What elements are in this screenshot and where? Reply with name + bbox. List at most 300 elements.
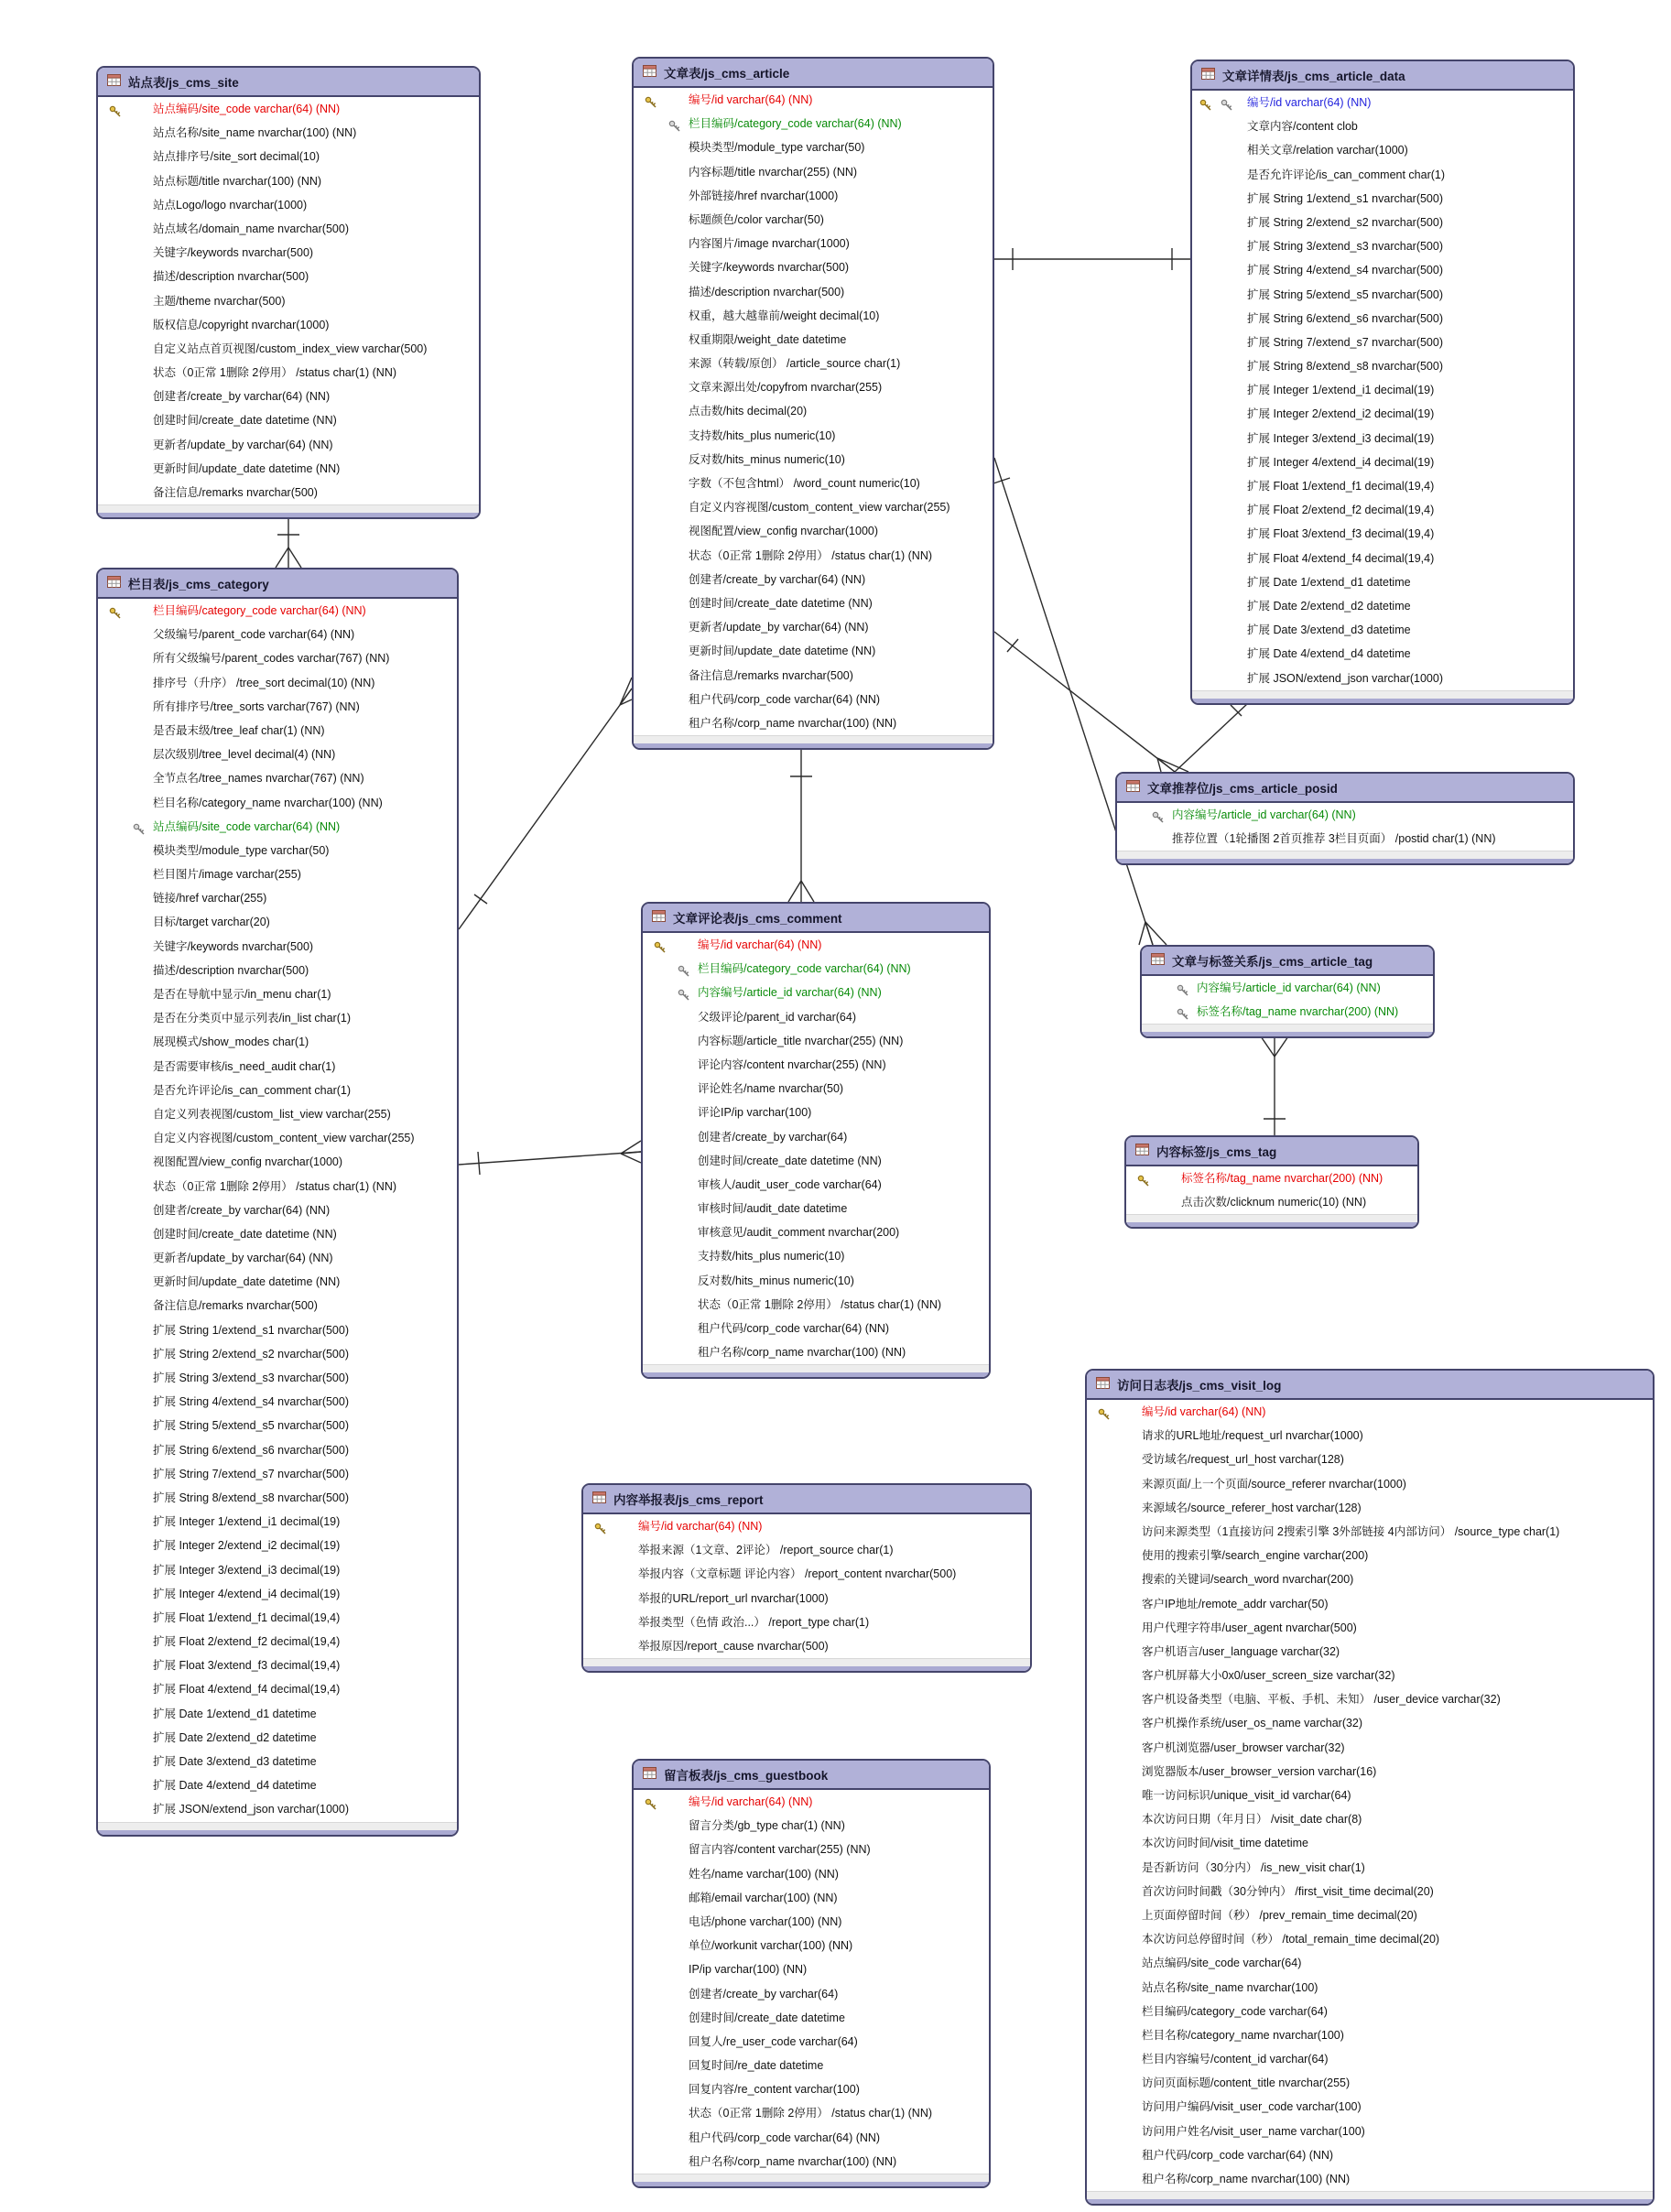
field-label: 栏目内容编号/content_id varchar(64) bbox=[1142, 2053, 1329, 2066]
table-footer-bar bbox=[1087, 2199, 1653, 2204]
field-label: 标题颜色/color varchar(50) bbox=[689, 212, 824, 226]
field-row[interactable] bbox=[1087, 1400, 1653, 1424]
field-label: 文章内容/content clob bbox=[1247, 120, 1358, 134]
field-row[interactable] bbox=[1087, 1711, 1653, 1735]
field-label: 更新时间/update_date datetime (NN) bbox=[153, 1275, 341, 1289]
field-row[interactable] bbox=[1192, 450, 1573, 474]
field-row[interactable] bbox=[1087, 1687, 1653, 1711]
field-row[interactable] bbox=[1087, 1856, 1653, 1880]
field-row[interactable] bbox=[634, 544, 993, 568]
field-row[interactable] bbox=[98, 1582, 457, 1606]
field-label: 站点域名/domain_name nvarchar(500) bbox=[153, 222, 349, 235]
field-row[interactable] bbox=[643, 1293, 989, 1317]
field-row[interactable] bbox=[98, 815, 457, 839]
field-label: 扩展 String 3/extend_s3 nvarchar(500) bbox=[1247, 240, 1443, 254]
field-row[interactable] bbox=[643, 1244, 989, 1268]
entity-table-category[interactable] bbox=[96, 568, 459, 1837]
field-row[interactable] bbox=[1087, 1424, 1653, 1448]
field-row[interactable] bbox=[98, 241, 479, 265]
field-row[interactable] bbox=[98, 1414, 457, 1437]
field-row[interactable] bbox=[1087, 1736, 1653, 1760]
table-header[interactable] bbox=[634, 59, 993, 88]
field-label: 扩展 Date 3/extend_d3 datetime bbox=[1247, 623, 1411, 637]
field-row[interactable] bbox=[1087, 2023, 1653, 2047]
field-label: 扩展 String 4/extend_s4 nvarchar(500) bbox=[1247, 264, 1443, 277]
field-row[interactable] bbox=[583, 1538, 1030, 1562]
field-row[interactable] bbox=[98, 743, 457, 766]
field-row[interactable] bbox=[98, 1654, 457, 1677]
table-footer-bar bbox=[634, 743, 993, 748]
field-row[interactable] bbox=[1087, 1448, 1653, 1471]
field-row[interactable] bbox=[634, 1934, 989, 1957]
field-row[interactable] bbox=[634, 280, 993, 304]
field-row[interactable] bbox=[1087, 2120, 1653, 2143]
field-label: 租户代码/corp_code varchar(64) (NN) bbox=[698, 1322, 890, 1335]
field-row[interactable] bbox=[634, 2054, 989, 2077]
entity-table-article_data[interactable] bbox=[1190, 60, 1575, 705]
field-row[interactable] bbox=[98, 1150, 457, 1174]
field-row[interactable] bbox=[634, 184, 993, 208]
field-row[interactable] bbox=[98, 313, 479, 337]
field-row[interactable] bbox=[1192, 163, 1573, 187]
field-row[interactable] bbox=[1087, 2095, 1653, 2119]
field-row[interactable] bbox=[643, 1077, 989, 1101]
field-row[interactable] bbox=[634, 448, 993, 472]
field-row[interactable] bbox=[634, 88, 993, 112]
field-row[interactable] bbox=[98, 623, 457, 646]
field-row[interactable] bbox=[1117, 827, 1573, 851]
foreign-key-icon bbox=[1221, 96, 1233, 109]
field-row[interactable] bbox=[1087, 2167, 1653, 2191]
field-row[interactable] bbox=[583, 1634, 1030, 1658]
field-row[interactable] bbox=[634, 328, 993, 352]
field-row[interactable] bbox=[98, 646, 457, 670]
field-row[interactable] bbox=[634, 568, 993, 591]
field-label: 栏目编码/category_code varchar(64) bbox=[1142, 2004, 1328, 2018]
field-row[interactable] bbox=[98, 1462, 457, 1486]
field-label: 扩展 String 7/extend_s7 nvarchar(500) bbox=[153, 1467, 349, 1480]
field-row[interactable] bbox=[1087, 1520, 1653, 1544]
field-row[interactable] bbox=[98, 217, 479, 241]
field-row[interactable] bbox=[98, 1726, 457, 1750]
field-row[interactable] bbox=[1192, 547, 1573, 570]
field-row[interactable] bbox=[1192, 570, 1573, 594]
field-row[interactable] bbox=[1087, 1640, 1653, 1664]
foreign-key-icon bbox=[133, 820, 146, 833]
field-row[interactable] bbox=[98, 408, 479, 432]
field-row[interactable] bbox=[98, 1486, 457, 1510]
field-label: 扩展 Float 1/extend_f1 decimal(19,4) bbox=[1247, 480, 1435, 493]
field-row[interactable] bbox=[634, 1982, 989, 2006]
field-row[interactable] bbox=[634, 1862, 989, 1886]
foreign-key-icon bbox=[668, 117, 681, 130]
field-row[interactable] bbox=[1087, 1544, 1653, 1567]
field-row[interactable] bbox=[643, 981, 989, 1004]
field-row[interactable] bbox=[98, 1006, 457, 1030]
table-title: 文章评论表/js_cms_comment bbox=[673, 912, 842, 926]
table-header[interactable] bbox=[98, 68, 479, 97]
field-row[interactable] bbox=[1087, 1496, 1653, 1520]
field-row[interactable] bbox=[1192, 474, 1573, 498]
entity-table-site[interactable] bbox=[96, 66, 481, 519]
field-label: 备注信息/remarks nvarchar(500) bbox=[689, 668, 853, 682]
field-label: 状态（0正常 1删除 2停用） /status char(1) (NN) bbox=[153, 1179, 397, 1193]
field-label: 栏目编码/category_code varchar(64) (NN) bbox=[153, 604, 366, 617]
field-row[interactable] bbox=[98, 766, 457, 790]
field-row[interactable] bbox=[98, 1366, 457, 1390]
field-row[interactable] bbox=[98, 361, 479, 385]
field-label: 浏览器版本/user_browser_version varchar(16) bbox=[1142, 1764, 1377, 1778]
field-row[interactable] bbox=[98, 1558, 457, 1582]
field-row[interactable] bbox=[1192, 498, 1573, 522]
table-header[interactable] bbox=[1126, 1137, 1417, 1166]
field-row[interactable] bbox=[634, 304, 993, 328]
field-label: 扩展 Date 1/extend_d1 datetime bbox=[153, 1707, 317, 1720]
field-row[interactable] bbox=[634, 1910, 989, 1934]
field-row[interactable] bbox=[634, 2030, 989, 2054]
field-row[interactable] bbox=[643, 1197, 989, 1220]
field-row[interactable] bbox=[634, 2006, 989, 2030]
field-label: 反对数/hits_minus numeric(10) bbox=[689, 452, 845, 466]
table-header[interactable] bbox=[643, 904, 989, 933]
field-row[interactable] bbox=[1087, 1903, 1653, 1927]
entity-table-report[interactable] bbox=[581, 1483, 1032, 1673]
field-row[interactable] bbox=[98, 862, 457, 886]
field-row[interactable] bbox=[1087, 1784, 1653, 1807]
field-row[interactable] bbox=[98, 481, 479, 504]
field-row[interactable] bbox=[634, 352, 993, 375]
field-row[interactable] bbox=[98, 1702, 457, 1726]
field-row[interactable] bbox=[98, 1750, 457, 1773]
field-row[interactable] bbox=[98, 1797, 457, 1821]
field-row[interactable] bbox=[98, 265, 479, 288]
table-icon bbox=[1135, 1144, 1149, 1158]
field-row[interactable] bbox=[634, 375, 993, 399]
category-to-comment bbox=[459, 1152, 641, 1165]
table-header[interactable] bbox=[1192, 61, 1573, 91]
table-title: 文章推荐位/js_cms_article_posid bbox=[1147, 782, 1338, 796]
field-label: 评论IP/ip varchar(100) bbox=[698, 1106, 812, 1120]
table-header[interactable] bbox=[634, 1761, 989, 1790]
field-row[interactable] bbox=[1087, 2000, 1653, 2023]
entity-table-posid[interactable] bbox=[1115, 772, 1575, 865]
entity-table-tag[interactable] bbox=[1124, 1135, 1419, 1229]
field-row[interactable] bbox=[583, 1587, 1030, 1610]
field-row[interactable] bbox=[98, 982, 457, 1006]
field-row[interactable] bbox=[1087, 2071, 1653, 2095]
field-row[interactable] bbox=[98, 791, 457, 815]
field-row[interactable] bbox=[643, 1220, 989, 1244]
field-row[interactable] bbox=[98, 289, 479, 313]
field-row[interactable] bbox=[634, 664, 993, 688]
field-row[interactable] bbox=[1087, 1592, 1653, 1616]
field-row[interactable] bbox=[98, 910, 457, 934]
field-row[interactable] bbox=[98, 169, 479, 193]
field-label: 创建者/create_by varchar(64) (NN) bbox=[153, 390, 331, 404]
field-row[interactable] bbox=[98, 121, 479, 145]
field-label: 自定义内容视图/custom_content_view varchar(255) bbox=[689, 501, 950, 515]
field-label: 字数（不包含html） /word_count numeric(10) bbox=[689, 477, 920, 490]
site-to-category bbox=[276, 548, 288, 568]
field-row[interactable] bbox=[643, 1269, 989, 1293]
entity-table-visit_log[interactable] bbox=[1085, 1369, 1655, 2206]
field-row[interactable] bbox=[1126, 1190, 1417, 1214]
field-row[interactable] bbox=[634, 232, 993, 255]
field-label: 扩展 Integer 4/extend_i4 decimal(19) bbox=[153, 1587, 341, 1600]
field-row[interactable] bbox=[98, 1510, 457, 1534]
field-row[interactable] bbox=[1087, 1831, 1653, 1855]
field-row[interactable] bbox=[643, 1125, 989, 1149]
table-header[interactable] bbox=[98, 569, 457, 599]
field-row[interactable] bbox=[634, 495, 993, 519]
field-label: 描述/description nvarchar(500) bbox=[153, 963, 309, 977]
field-row[interactable] bbox=[1087, 1472, 1653, 1496]
field-row[interactable] bbox=[634, 711, 993, 735]
table-header[interactable] bbox=[1142, 947, 1433, 976]
article-to-posid bbox=[1007, 639, 1018, 652]
table-icon bbox=[643, 65, 656, 80]
field-row[interactable] bbox=[583, 1514, 1030, 1538]
field-row[interactable] bbox=[98, 1438, 457, 1462]
field-row[interactable] bbox=[1087, 1927, 1653, 1951]
field-row[interactable] bbox=[98, 1102, 457, 1126]
field-row[interactable] bbox=[98, 671, 457, 695]
field-row[interactable] bbox=[1126, 1166, 1417, 1190]
field-row[interactable] bbox=[98, 457, 479, 481]
field-row[interactable] bbox=[98, 433, 479, 457]
field-row[interactable] bbox=[98, 959, 457, 982]
field-list bbox=[1087, 1400, 1653, 2191]
table-footer bbox=[98, 504, 479, 513]
field-label: 关键字/keywords nvarchar(500) bbox=[153, 246, 314, 260]
field-row[interactable] bbox=[1192, 114, 1573, 138]
field-row[interactable] bbox=[1192, 91, 1573, 114]
field-row[interactable] bbox=[634, 424, 993, 448]
field-row[interactable] bbox=[98, 1606, 457, 1630]
field-row[interactable] bbox=[634, 615, 993, 639]
foreign-key-icon bbox=[1177, 1005, 1189, 1018]
table-icon bbox=[1096, 1377, 1110, 1392]
field-row[interactable] bbox=[1087, 2047, 1653, 2071]
field-label: 状态（0正常 1删除 2停用） /status char(1) (NN) bbox=[698, 1297, 942, 1311]
field-row[interactable] bbox=[1087, 1567, 1653, 1591]
field-label: 内容编号/article_id varchar(64) (NN) bbox=[1172, 808, 1356, 821]
field-row[interactable] bbox=[98, 1198, 457, 1222]
field-row[interactable] bbox=[634, 399, 993, 423]
field-row[interactable] bbox=[1192, 283, 1573, 307]
field-row[interactable] bbox=[98, 1246, 457, 1270]
field-row[interactable] bbox=[98, 1079, 457, 1102]
field-row[interactable] bbox=[98, 1677, 457, 1701]
field-row[interactable] bbox=[1192, 378, 1573, 402]
field-label: 扩展 String 5/extend_s5 nvarchar(500) bbox=[153, 1419, 349, 1433]
table-title: 文章详情表/js_cms_article_data bbox=[1222, 70, 1405, 83]
field-label: 来源（转载/原创） /article_source char(1) bbox=[689, 357, 901, 371]
field-row[interactable] bbox=[98, 935, 457, 959]
field-row[interactable] bbox=[643, 1101, 989, 1124]
field-row[interactable] bbox=[1087, 1976, 1653, 2000]
field-row[interactable] bbox=[1192, 594, 1573, 618]
field-row[interactable] bbox=[98, 1630, 457, 1654]
field-row[interactable] bbox=[1087, 1951, 1653, 1975]
field-row[interactable] bbox=[634, 255, 993, 279]
field-row[interactable] bbox=[1192, 354, 1573, 378]
table-footer bbox=[634, 2174, 989, 2182]
field-label: 租户代码/corp_code varchar(64) (NN) bbox=[689, 2131, 881, 2144]
field-label: 站点编码/site_code varchar(64) (NN) bbox=[153, 103, 341, 115]
table-header[interactable] bbox=[1087, 1371, 1653, 1400]
field-row[interactable] bbox=[1142, 976, 1433, 1000]
field-row[interactable] bbox=[1192, 618, 1573, 642]
entity-table-article[interactable] bbox=[632, 57, 994, 750]
field-row[interactable] bbox=[1192, 427, 1573, 450]
field-row[interactable] bbox=[634, 1886, 989, 1910]
field-label: 是否在分类页中显示列表/in_list char(1) bbox=[153, 1012, 351, 1025]
field-row[interactable] bbox=[98, 1126, 457, 1150]
field-row[interactable] bbox=[98, 839, 457, 862]
field-row[interactable] bbox=[1087, 1880, 1653, 1903]
field-row[interactable] bbox=[98, 719, 457, 743]
field-list bbox=[1142, 976, 1433, 1024]
field-label: 举报来源（1文章、2评论） /report_source char(1) bbox=[638, 1544, 894, 1557]
field-label: 扩展 String 8/extend_s8 nvarchar(500) bbox=[153, 1491, 349, 1504]
field-row[interactable] bbox=[98, 1318, 457, 1342]
field-row[interactable] bbox=[1087, 2143, 1653, 2167]
field-row[interactable] bbox=[643, 1053, 989, 1077]
field-row[interactable] bbox=[634, 208, 993, 232]
field-row[interactable] bbox=[1192, 258, 1573, 282]
field-row[interactable] bbox=[634, 1957, 989, 1981]
field-row[interactable] bbox=[634, 2101, 989, 2125]
field-label: 描述/description nvarchar(500) bbox=[689, 285, 845, 298]
field-row[interactable] bbox=[1192, 522, 1573, 546]
field-row[interactable] bbox=[98, 385, 479, 408]
field-row[interactable] bbox=[98, 337, 479, 361]
field-row[interactable] bbox=[98, 695, 457, 719]
field-label: 是否需要审核/is_need_audit char(1) bbox=[153, 1059, 336, 1073]
field-row[interactable] bbox=[1192, 331, 1573, 354]
field-row[interactable] bbox=[1192, 187, 1573, 211]
field-label: 租户代码/corp_code varchar(64) (NN) bbox=[1142, 2148, 1334, 2162]
field-label: 扩展 String 2/extend_s2 nvarchar(500) bbox=[153, 1347, 349, 1361]
field-row[interactable] bbox=[643, 1173, 989, 1197]
field-row[interactable] bbox=[634, 136, 993, 159]
field-row[interactable] bbox=[643, 1029, 989, 1053]
field-row[interactable] bbox=[634, 2150, 989, 2174]
field-row[interactable] bbox=[1087, 1664, 1653, 1687]
field-row[interactable] bbox=[634, 2077, 989, 2101]
table-header[interactable] bbox=[583, 1485, 1030, 1514]
field-label: 租户名称/corp_name nvarchar(100) (NN) bbox=[1142, 2173, 1351, 2185]
field-row[interactable] bbox=[643, 1149, 989, 1173]
primary-key-icon bbox=[109, 103, 122, 115]
field-row[interactable] bbox=[1192, 234, 1573, 258]
field-row[interactable] bbox=[98, 193, 479, 217]
field-row[interactable] bbox=[98, 1294, 457, 1317]
field-row[interactable] bbox=[98, 1055, 457, 1079]
field-label: 是否最末级/tree_leaf char(1) (NN) bbox=[153, 723, 325, 737]
category-to-comment bbox=[478, 1152, 480, 1175]
field-row[interactable] bbox=[98, 1175, 457, 1198]
field-row[interactable] bbox=[1192, 667, 1573, 690]
entity-table-guestbook[interactable] bbox=[632, 1759, 991, 2188]
table-header[interactable] bbox=[1117, 774, 1573, 803]
field-row[interactable] bbox=[98, 1390, 457, 1414]
field-row[interactable] bbox=[643, 1340, 989, 1364]
field-row[interactable] bbox=[98, 1030, 457, 1054]
field-label: 描述/description nvarchar(500) bbox=[153, 270, 309, 284]
field-row[interactable] bbox=[643, 1005, 989, 1029]
article-to-article-tag bbox=[994, 458, 1153, 945]
field-row[interactable] bbox=[98, 886, 457, 910]
field-row[interactable] bbox=[634, 688, 993, 711]
field-row[interactable] bbox=[1192, 211, 1573, 234]
field-row[interactable] bbox=[634, 1790, 989, 1814]
field-label: 主题/theme nvarchar(500) bbox=[153, 294, 286, 308]
table-footer bbox=[1126, 1214, 1417, 1222]
field-row[interactable] bbox=[1087, 1616, 1653, 1640]
field-row[interactable] bbox=[98, 145, 479, 168]
field-row[interactable] bbox=[1142, 1000, 1433, 1024]
field-row[interactable] bbox=[643, 1317, 989, 1340]
field-row[interactable] bbox=[1087, 1760, 1653, 1784]
field-row[interactable] bbox=[643, 933, 989, 957]
table-title: 访问日志表/js_cms_visit_log bbox=[1117, 1379, 1282, 1393]
field-row[interactable] bbox=[634, 639, 993, 663]
field-row[interactable] bbox=[634, 160, 993, 184]
field-row[interactable] bbox=[643, 957, 989, 981]
field-row[interactable] bbox=[1192, 138, 1573, 162]
field-row[interactable] bbox=[634, 2126, 989, 2150]
table-icon bbox=[107, 74, 121, 89]
field-row[interactable] bbox=[98, 97, 479, 121]
field-row[interactable] bbox=[634, 1838, 989, 1861]
field-row[interactable] bbox=[634, 472, 993, 495]
field-label: 扩展 Date 4/extend_d4 datetime bbox=[1247, 647, 1411, 661]
field-label: 视图配置/view_config nvarchar(1000) bbox=[689, 525, 879, 538]
entity-table-comment[interactable] bbox=[641, 902, 991, 1379]
field-row[interactable] bbox=[98, 599, 457, 623]
field-row[interactable] bbox=[634, 519, 993, 543]
field-row[interactable] bbox=[98, 1270, 457, 1294]
field-label: 扩展 String 8/extend_s8 nvarchar(500) bbox=[1247, 360, 1443, 374]
table-footer-bar bbox=[1192, 699, 1573, 703]
field-row[interactable] bbox=[1087, 1807, 1653, 1831]
field-label: 内容标题/article_title nvarchar(255) (NN) bbox=[698, 1034, 904, 1047]
field-row[interactable] bbox=[634, 1814, 989, 1838]
field-label: 栏目图片/image varchar(255) bbox=[153, 868, 301, 882]
field-row[interactable] bbox=[1117, 803, 1573, 827]
field-row[interactable] bbox=[98, 1773, 457, 1797]
field-row[interactable] bbox=[98, 1222, 457, 1246]
field-row[interactable] bbox=[1192, 307, 1573, 331]
field-row[interactable] bbox=[1192, 402, 1573, 426]
field-label: 模块类型/module_type varchar(50) bbox=[689, 141, 865, 155]
field-label: 站点编码/site_code varchar(64) bbox=[1142, 1957, 1302, 1970]
field-row[interactable] bbox=[98, 1534, 457, 1557]
field-label: 自定义站点首页视图/custom_index_view varchar(500) bbox=[153, 342, 428, 355]
entity-table-article_tag[interactable] bbox=[1140, 945, 1435, 1038]
field-row[interactable] bbox=[1192, 642, 1573, 666]
field-row[interactable] bbox=[583, 1610, 1030, 1634]
field-row[interactable] bbox=[634, 112, 993, 136]
table-footer bbox=[1087, 2191, 1653, 2199]
field-row[interactable] bbox=[98, 1342, 457, 1366]
field-row[interactable] bbox=[583, 1562, 1030, 1586]
field-label: 所有排序号/tree_sorts varchar(767) (NN) bbox=[153, 699, 360, 713]
field-label: 创建者/create_by varchar(64) (NN) bbox=[689, 572, 866, 586]
field-row[interactable] bbox=[634, 591, 993, 615]
